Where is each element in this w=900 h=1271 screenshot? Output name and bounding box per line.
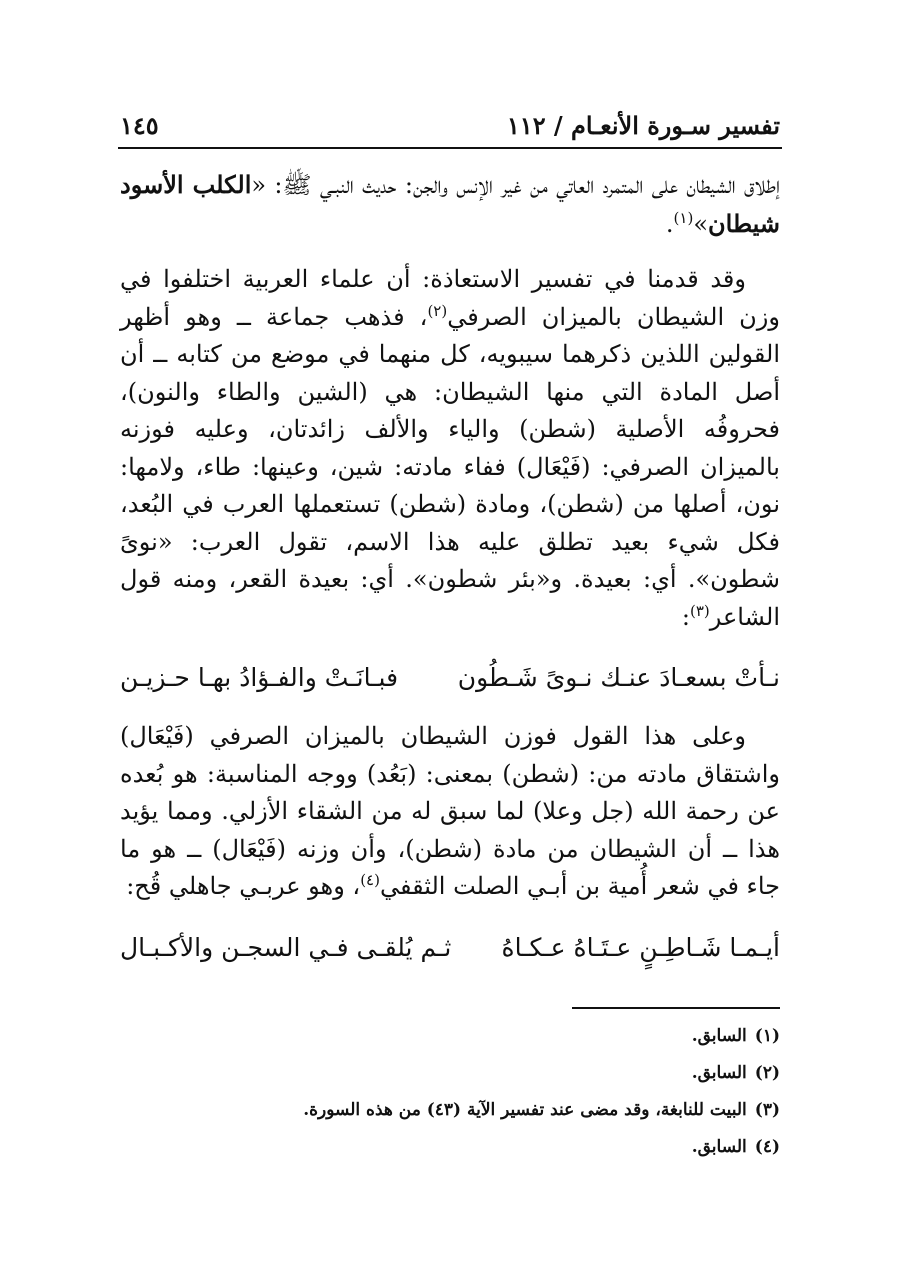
footnote-ref-2[interactable]: (٢) [427,301,448,320]
footnote-text: السابق. [691,1026,747,1046]
footnotes [120,1018,780,1166]
header-divider [118,147,782,149]
footnote-2 [120,1055,780,1092]
footnote-ref-1[interactable]: (١) [673,208,694,227]
paragraph-3: وعلى هذا القول فوزن الشيطان بالميزان الصرفي (فَيْعَال) واشتقاق مادته من: (شطن) بمعنى: (بَعُد) ووجه المناسبة: هو بُعده عن رحمة الله (جل وعلا) لما سبق له من الشقاء الأزلي. ومما يؤيد هذا ــ أن الشيطان من مادة (شطن)، وأن وزنه (فَيْعَال) ــ هو ما جاء في شعر أُمية بن أبـي الصلت الثقفي$^{(٤)}$، وهو عربـي جاهلي قُح: [120,722,780,900]
footnote-text: السابق. [691,1137,747,1157]
footnote-4 [120,1129,780,1166]
page-number: ١٤٥ [120,111,159,140]
footnote-number: (٤) [754,1137,780,1157]
footnote-number: (١) [754,1026,780,1046]
footnote-3 [120,1092,780,1129]
hadith-quote: الكلب الأسود شيطان [120,170,780,238]
footnote-text: السابق. [691,1063,747,1083]
running-title: تفسير سـورة الأنعـام / ١١٢ [506,111,780,140]
footnote-number: (٣) [754,1100,780,1120]
verse-2-first-hemistich: أيـمـا شَـاطِـنٍ عـتَـاهُ عـكـاهُ [501,932,780,962]
footnote-ref-4[interactable]: (٤) [360,871,380,889]
paragraph-1: إطلاق الشيطان على المتمرد العاتي من غير الإنس والجن: حديث النبـي ﷺ: «الكلب الأسود شيطان»$^{(١)}$. [120,170,781,238]
main-text [120,166,780,988]
verse-2 [120,928,780,968]
footnote-ref-3[interactable]: (٣) [689,601,710,620]
verse-1 [120,658,780,698]
footnote-divider [572,1007,780,1009]
footnote-1 [120,1018,780,1055]
page-header [120,96,780,140]
footnote-number: (٢) [754,1063,780,1083]
footnote-text: البيت للنابغة، وقد مضى عند تفسير الآية (٤٣) من هذه السورة. [303,1100,747,1120]
paragraph-2: وقد قدمنا في تفسير الاستعاذة: أن علماء العربية اختلفوا في وزن الشيطان بالميزان الصرفي$^{(٢)}$، فذهب جماعة ــ وهو أظهر القولين اللذين ذكرهما سيبويه، كل منهما في موضع من كتابه ــ أن أصل المادة التي منها الشيطان: هي (الشين والطاء والنون)، فحروفُه الأصلية (شطن) والياء والألف زائدتان، وعليه فوزنه بالميزان الصرفي: (فَيْعَال) ففاء مادته: شين، وعينها: طاء، ولامها: نون، أصلها من (شطن)، ومادة (شطن) تستعملها العرب في البُعد، فكل شيء بعيد تطلق عليه هذا الاسم، تقول العرب: «نوىً شطون». أي: بعيدة. و«بئر شطون». أي: بعيدة القعر، ومنه قول الشاعر$^{(٣)}$: [120,265,780,631]
verse-1-first-hemistich: نـأتْ بسعـادَ عنـك نـوىً شَـطُون [457,663,780,692]
verse-1-second-hemistich: فبـانَـتْ والفـؤادُ بهـا حـزيـن [120,663,399,692]
verse-2-second-hemistich: ثـم يُلقـى فـي السجـن والأكـبـال [120,932,452,962]
